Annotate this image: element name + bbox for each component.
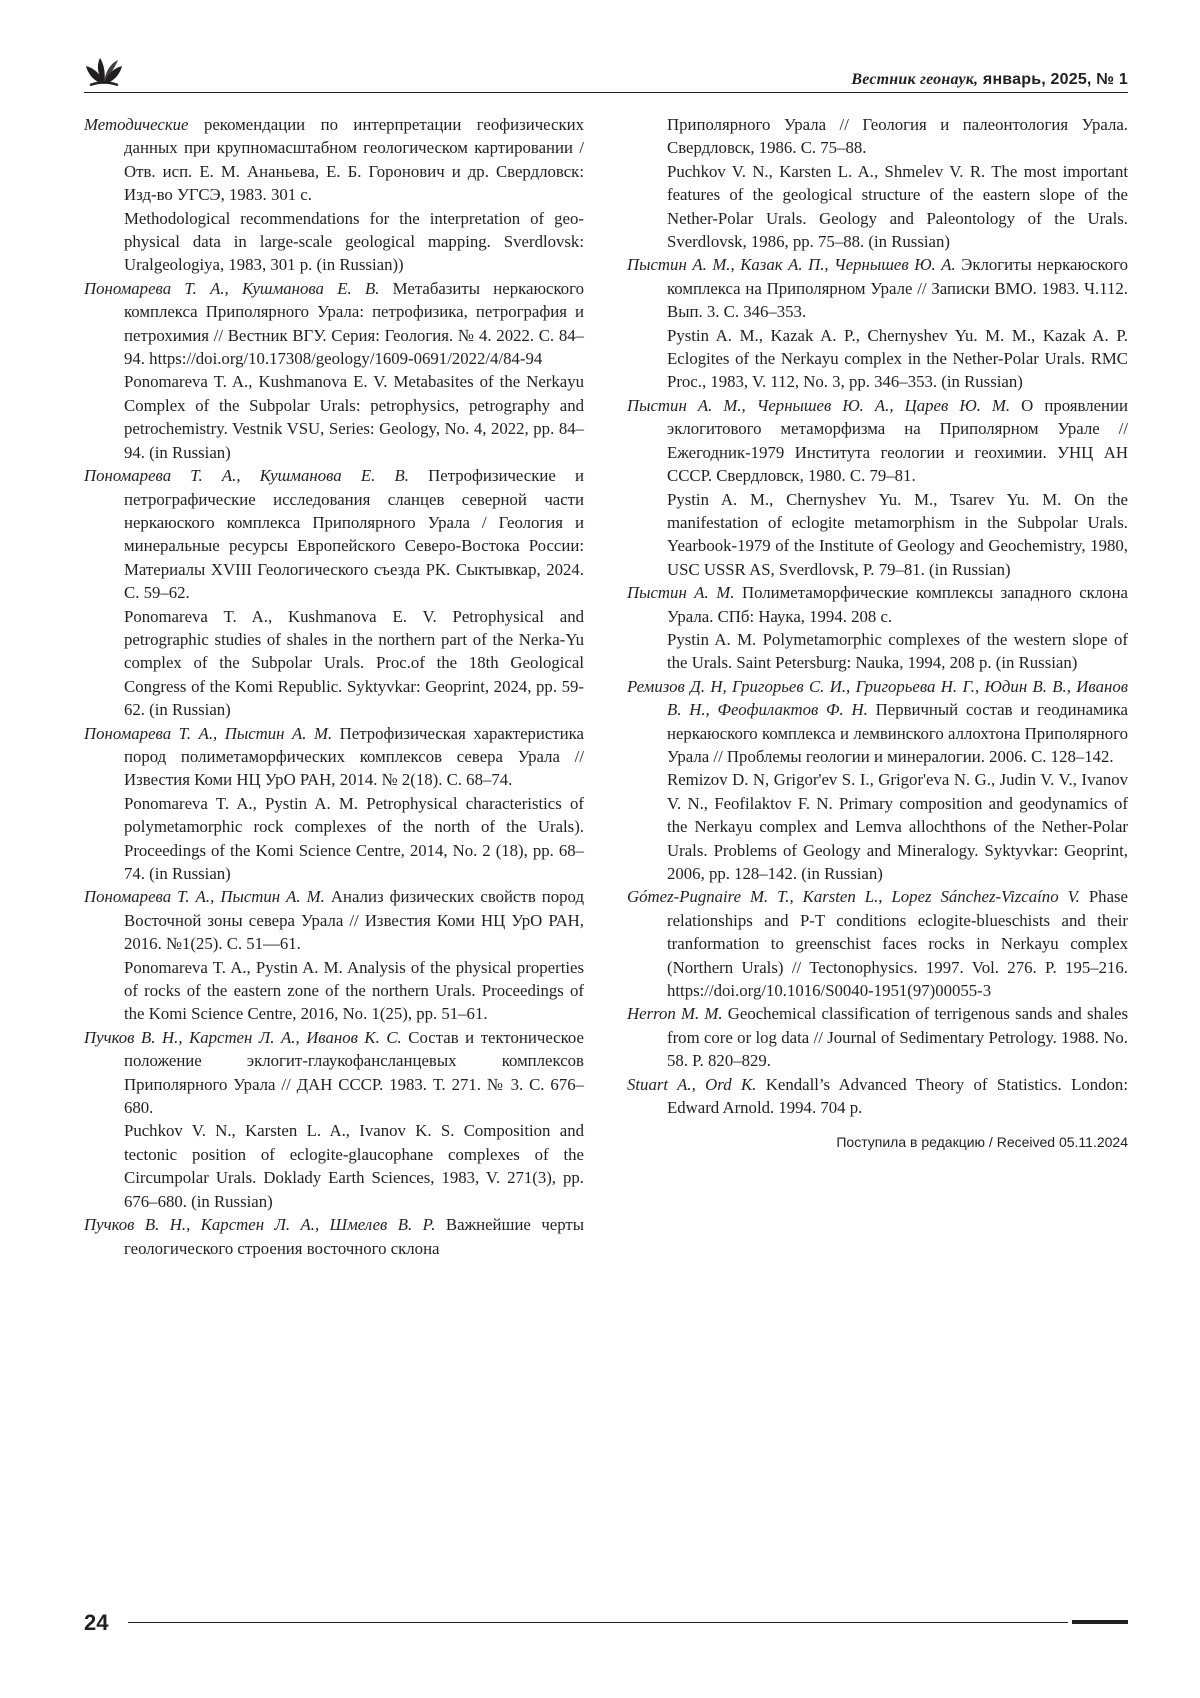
reference-item: Ремизов Д. Н, Григорьев С. И., Григорьева Н. Г., Юдин В. В., Иванов В. Н., Феофилактов Ф. Н. Первичный состав и геодинамика неркаюского комплекса и лемвинского аллохтона Приполярного Урала // Проблемы геологии и минералогии. 2006. С. 128–142. Remizov D. N, Grigor'ev S. I., Grigor'eva N. G., Judin V. V., Ivanov V. N., Feofilaktov F. N. Primary composition and geodynamics of the Nerkayu complex and Lemva allochthons of the Nether-Polar Urals. Problems of Geology and Mineralogy. Syktyvkar: Geoprint, 2006, pp. 128–142. (in Russian) <box>627 676 1129 883</box>
leaf-logo-icon <box>84 54 124 88</box>
reference-continuation: Приполярного Урала // Геология и палеонтология Урала. Свердловск, 1986. С. 75–88. Puchkov V. N., Karsten L. A., Shmelev V. R. The most important features of the geological structure of the eastern slope of the Nether-Polar Urals. Geology and Paleontology of the Urals. Sverdlovsk, 1986, pp. 75–88. (in Russian) <box>667 115 1128 252</box>
footer-bar <box>1072 1620 1128 1624</box>
page-header <box>84 52 1128 93</box>
reference-item: Пучков В. Н., Карстен Л. А., Иванов К. С. Состав и тектоническое положение эклогит-глаукофансланцевых комплексов Приполярного Урала // ДАН СССР. 1983. Т. 271. № 3. С. 676–680. Puchkov V. N., Karsten L. A., Ivanov K. S. Composition and tectonic position of eclogite-glaucophane complexes of the Circumpolar Urals. Doklady Earth Sciences, 1983, V. 271(3), pp. 676–680. (in Russian) <box>84 1027 584 1211</box>
reference-item: Пономарева Т. А., Пыстин А. М. Петрофизическая характеристика пород полиметаморфических комплексов севера Урала // Известия Коми НЦ УрО РАН, 2014. № 2(18). С. 68–74. Ponomareva T. A., Pystin A. M. Petrophysical characteristics of polymetamorphic rock complexes of the north of the Urals). Proceedings of the Komi Science Centre, 2014, No. 2 (18), pp. 68–74. (in Russian) <box>84 723 585 883</box>
references-left-column <box>84 113 584 1260</box>
reference-item: Пыстин А. М. Полиметаморфические комплексы западного склона Урала. СПб: Наука, 1994. 208 с. Pystin A. M. Polymetamorphic complexes of the western slope of the Urals. Saint Petersburg: Nauka, 1994, 208 p. (in Russian) <box>627 583 1128 673</box>
reference-item: Методические рекомендации по интерпретации геофизических данных при крупномасштабном геологическом картировании / Отв. исп. Е. М. Ананьева, Е. Б. Горонович и др. Свердловск: Изд-во УГСЭ, 1983. 301 с. Methodological recommendations for the interpretation of geo-physical data in large-scale geological mapping. Sverdlovsk: Uralgeologiya, 1983, 301 p. (in Russian)) <box>84 115 584 275</box>
journal-issue: январь, 2025, № 1 <box>978 71 1128 88</box>
reference-item: Пономарева Т. А., Кушманова Е. В. Метабазиты неркаюского комплекса Приполярного Урала: петрофизика, петрография и петрохимия // Вестник ВГУ. Серия: Геология. № 4. 2022. С. 84–94. https://doi.org/10.17308/geology/1609-0691/2022/4/84-94 Ponomareva T. A., Kushmanova E. V. Metabasites of the Nerkayu Complex of the Subpolar Urals: petrophysics, petrography and petrochemistry. Vestnik VSU, Series: Geology, No. 4, 2022, pp. 84–94. (in Russian) <box>84 278 584 462</box>
reference-item: Пыстин А. М., Казак А. П., Чернышев Ю. А. Эклогиты неркаюского комплекса на Приполярном Урале // Записки ВМО. 1983. Ч.112. Вып. 3. С. 346–353. Pystin A. M., Kazak A. P., Chernyshev Yu. M. M., Kazak A. P. Eclogites of the Nerkayu complex in the Nether-Polar Urals. RMC Proc., 1983, V. 112, No. 3, pp. 346–353. (in Russian) <box>627 255 1128 392</box>
reference-item: Stuart A., Ord K. Kendall’s Advanced Theory of Statistics. London: Edward Arnold. 1994. 704 p. <box>627 1074 1128 1118</box>
received-date: Поступила в редакцию / Received 05.11.2024 <box>836 1134 1128 1151</box>
references-right-column <box>627 113 1128 1155</box>
reference-item: Gómez-Pugnaire M. T., Karsten L., Lopez Sánchez-Vizcaíno V. Phase relationships and P-T conditions eclogite-blueschists and their tranformation to greenschist faces rocks in Nerkayu complex (Northern Urals) // Tectonophysics. 1997. Vol. 276. P. 195–216. https://doi.org/10.1016/S0040-1951(97)00055-3 <box>627 887 1128 1001</box>
reference-item: Пыстин А. М., Чернышев Ю. А., Царев Ю. М. О проявлении эклогитового метаморфизма на Приполярном Урале // Ежегодник-1979 Института геологии и геохимии. УНЦ АН СССР. Свердловск, 1980. С. 79–81. Pystin A. M., Chernyshev Yu. M., Tsarev Yu. M. On the manifestation of eclogite metamorphism in the Subpolar Urals. Yearbook-1979 of the Institute of Geology and Geochemistry, 1980, USC USSR AS, Sverdlovsk, P. 79–81. (in Russian) <box>627 395 1128 579</box>
reference-item: Пономарева Т. А., Пыстин А. М. Анализ физических свойств пород Восточной зоны севера Урала // Известия Коми НЦ УрО РАН, 2016. №1(25). С. 51—61. Ponomareva T. A., Pystin A. M. Analysis of the physical properties of rocks of the eastern zone of the northern Urals. Proceedings of the Komi Science Centre, 2016, No. 1(25), pp. 51–61. <box>84 887 585 1024</box>
page-number: 24 <box>84 1610 109 1635</box>
reference-item: Herron M. M. Geochemical classification of terrigenous sands and shales from core or log data // Journal of Sedimentary Petrology. 1988. No. 58. P. 820–829. <box>627 1004 1128 1071</box>
journal-title <box>851 71 1128 89</box>
page-footer <box>84 1610 1128 1634</box>
footer-rule <box>128 1622 1068 1623</box>
reference-item: Пучков В. Н., Карстен Л. А., Шмелев В. Р. Важнейшие черты геологического строения восточного склона <box>84 1215 584 1258</box>
reference-item: Пономарева Т. А., Кушманова Е. В. Петрофизические и петрографические исследования сланцев северной части неркаюского комплекса Приполярного Урала / Геология и минеральные ресурсы Европейского Северо-Востока России: Материалы XVIII Геологического съезда РК. Сыктывкар, 2024. С. 59–62. Ponomareva T. A., Kushmanova E. V. Petrophysical and petrographic studies of shales in the northern part of the Nerka-Yu complex of the Subpolar Urals. Proc.of the 18th Geological Congress of the Komi Republic. Syktyvkar: Geoprint, 2024, pp. 59-62. (in Russian) <box>84 466 584 720</box>
journal-name: Вестник геонаук, <box>851 71 979 88</box>
